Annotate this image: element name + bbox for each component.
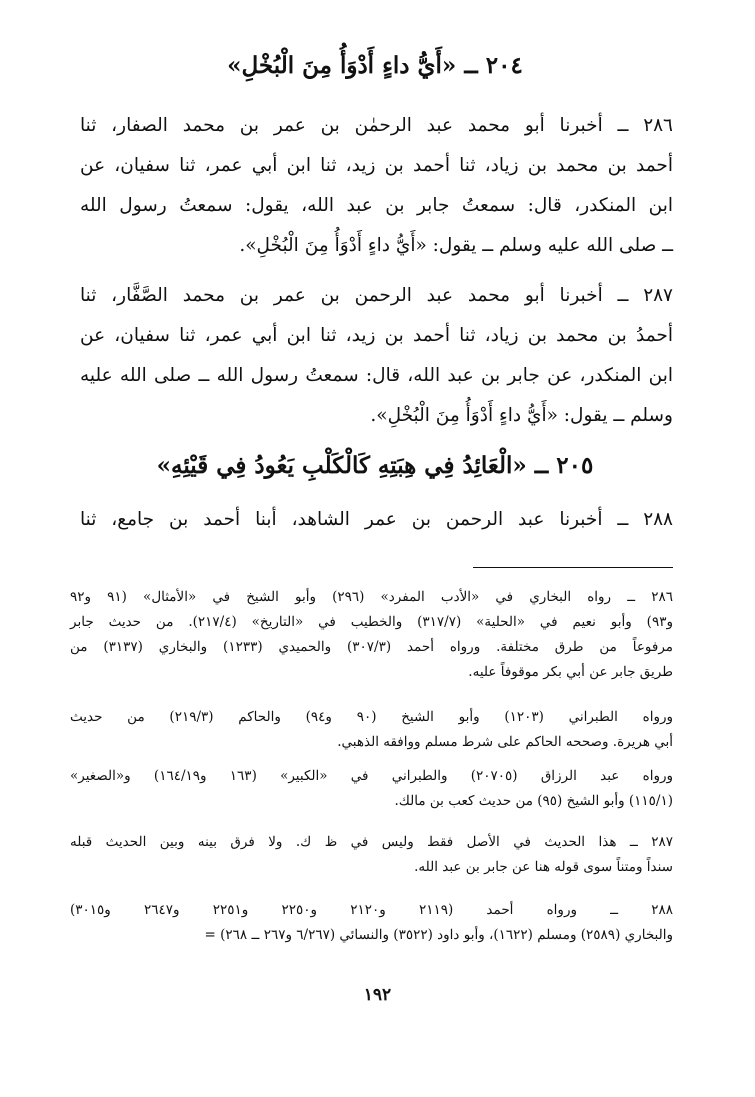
hadith-286-line: ــ صلى الله عليه وسلم ــ يقول: «أَيُّ داءٍ أَدْوَأُ مِنَ الْبُخْلِ». (239, 235, 673, 256)
chapter-heading-204: ٢٠٤ ــ «أَيُّ داءٍ أَدْوَأُ مِنَ الْبُخْلِ» (227, 52, 523, 79)
hadith-287-line: أحمدُ بن محمد بن زياد، ثنا أحمد بن زيد، ثنا ابن أبي عمر، ثنا سفيان، عن (80, 325, 673, 346)
footnote-line: ٢٨٦ ــ رواه البخاري في «الأدب المفرد» (٢٩٦) وأبو الشيخ في «الأمثال» (٩١ و٩٢ (70, 589, 673, 605)
hadith-286-line: أحمد بن محمد بن زياد، ثنا أحمد بن زيد، ثنا ابن أبي عمر، ثنا سفيان، عن (80, 155, 673, 176)
footnote-line: والبخاري (٢٥٨٩) ومسلم (١٦٢٢)، وأبو داود (٣٥٢٢) والنسائي (٦/٢٦٧ و٢٦٧ ــ ٢٦٨) = (204, 927, 673, 943)
footnote-line: (١١٥/١) وأبو الشيخ (٩٥) من حديث كعب بن مالك. (394, 793, 673, 809)
chapter-heading-205: ٢٠٥ ــ «الْعَائِدُ فِي هِبَتِهِ كَالْكَلْبِ يَعُودُ فِي قَيْئِهِ» (156, 452, 594, 479)
page-number: ١٩٢ (363, 985, 392, 1005)
footnote-287 (70, 830, 673, 880)
footnote-line: طريق جابر عن أبي بكر موقوفاً عليه. (468, 664, 673, 680)
footnote-line: ٢٨٧ ــ هذا الحديث في الأصل فقط وليس في ظ ك. ولا فرق بينه وبين الحديث قبله (70, 834, 673, 850)
footnote-line: ٢٨٨ ــ ورواه أحمد (٢١١٩ و٢١٢٠ و٢٢٥٠ و٢٢٥١ و٢٦٤٧ و٣٠١٥) (70, 902, 674, 918)
footnote-line: ورواه الطبراني (١٢٠٣) وأبو الشيخ (٩٠ و٩٤) والحاكم (٢١٩/٣) من حديث (70, 709, 674, 725)
footnote-286-b (70, 705, 673, 755)
footnote-line: مرفوعاً من طرق مختلفة. ورواه أحمد (٣٠٧/٣) والحميدي (١٢٣٣) والبخاري (٣١٣٧) من (70, 639, 673, 655)
hadith-286-line: ابن المنكدر، قال: سمعتُ جابر بن عبد الله، يقول: سمعتُ رسول الله (80, 195, 673, 216)
footnote-divider (473, 567, 673, 568)
hadith-286-line: ٢٨٦ ــ أخبرنا أبو محمد عبد الرحمٰن بن عمر بن محمد الصفار، ثنا (80, 115, 673, 136)
footnote-line: أبي هريرة. وصححه الحاكم على شرط مسلم ووافقه الذهبي. (337, 734, 673, 750)
hadith-288-line: ٢٨٨ ــ أخبرنا عبد الرحمن بن عمر الشاهد، أبنا أحمد بن جامع، ثنا (80, 509, 673, 530)
hadith-287-line: وسلم ــ يقول: «أَيُّ داءٍ أَدْوَأُ مِنَ الْبُخْلِ». (370, 405, 673, 426)
footnote-286-a (70, 585, 673, 685)
footnote-line: ورواه عبد الرزاق (٢٠٧٠٥) والطبراني في «الكبير» (١٦٣ و١٦٤/١٩) و«الصغير» (70, 768, 674, 784)
hadith-287 (80, 276, 673, 436)
footnote-line: و٩٣) وأبو نعيم في «الحلية» (٣١٧/٧) والخطيب في «التاريخ» (٢١٧/٤). من حديث جابر (70, 614, 673, 630)
hadith-288 (80, 500, 673, 540)
hadith-287-line: ابن المنكدر، عن جابر بن عبد الله، قال: سمعتُ رسول الله ــ صلى الله عليه (80, 365, 673, 386)
footnote-288 (70, 898, 673, 948)
footnote-line: سنداً ومتناً سوى قوله هنا عن جابر بن عبد الله. (414, 859, 673, 875)
hadith-286 (80, 106, 673, 266)
hadith-287-line: ٢٨٧ ــ أخبرنا أبو محمد عبد الرحمن بن عمر بن محمد الصَّفَّار، ثنا (80, 285, 673, 306)
footnote-286-c (70, 764, 673, 814)
